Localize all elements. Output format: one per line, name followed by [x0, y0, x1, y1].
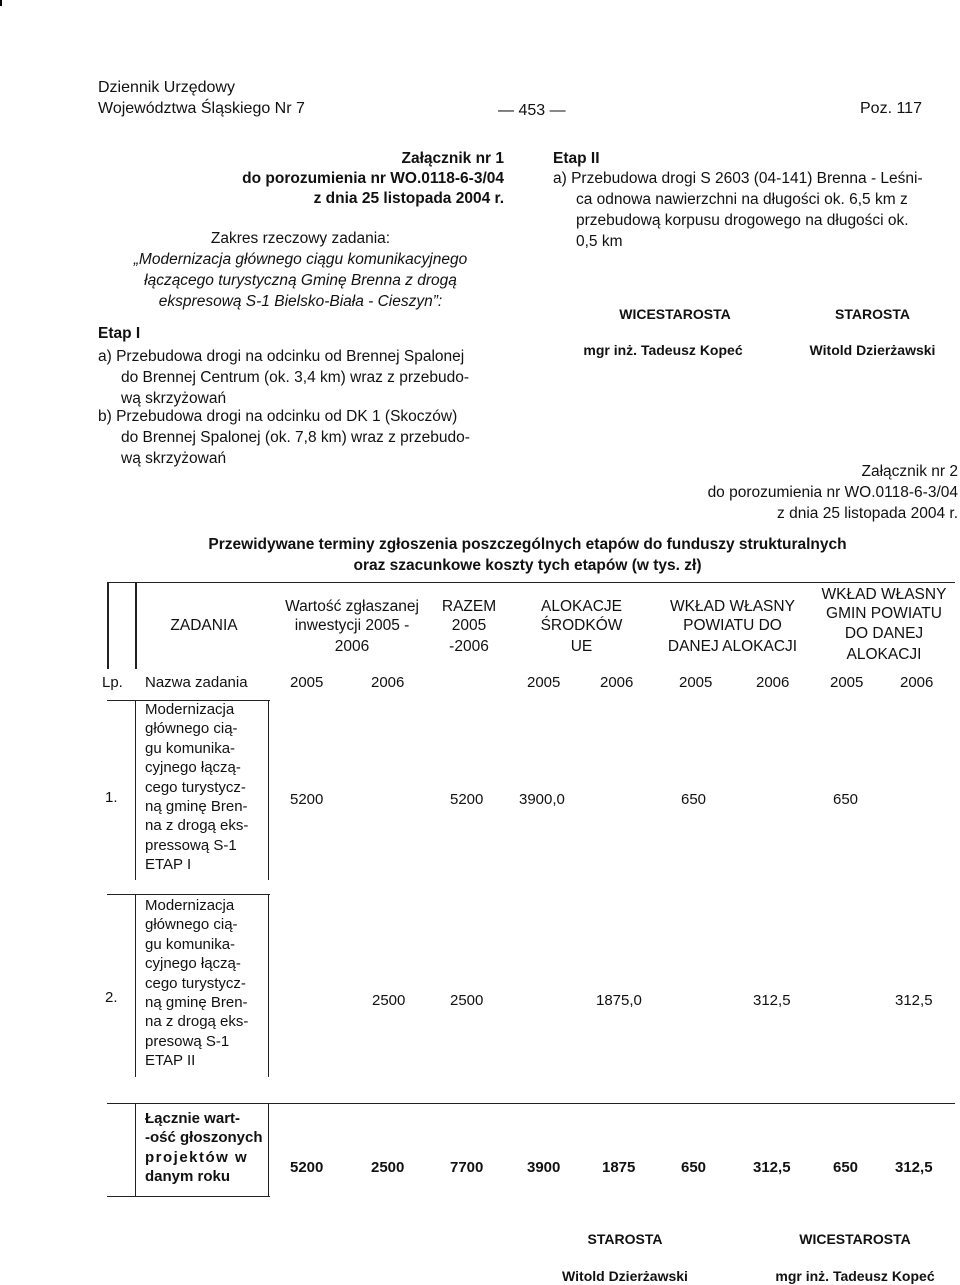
- group-wartosc-1: Wartość zgłaszanej: [285, 598, 419, 615]
- journal-title: Dziennik Urzędowy: [98, 79, 235, 96]
- row2-name-line: głównego cią-: [145, 916, 238, 934]
- annex2-date: z dnia 25 listopada 2004 r.: [777, 505, 958, 522]
- total-label-line: -ość głoszonych: [145, 1129, 263, 1147]
- total-label-line: danym roku: [145, 1168, 231, 1186]
- total-razem: 7700: [450, 1159, 484, 1176]
- grid-line-v-lp-row1: [135, 700, 136, 880]
- total-powiat-2006: 312,5: [753, 1159, 791, 1176]
- stage2-item-a-2: ca odnowa nawierzchni na długości ok. 6,5 km z: [576, 191, 908, 208]
- row1-name-line: Modernizacja: [145, 701, 235, 718]
- row2-name-line: na z drogą eks-: [145, 1013, 249, 1031]
- sub-lp: Lp.: [102, 674, 123, 691]
- sub-nazwa: Nazwa zadania: [145, 674, 248, 691]
- sig1-left-name: mgr inż. Tadeusz Kopeć: [583, 342, 743, 358]
- scope-line-2: łączącego turystyczną Gminę Brenna z drogą: [144, 272, 457, 289]
- group-wartosc-2: inwestycji 2005 -: [294, 617, 410, 634]
- grid-line-v-name-row2: [268, 894, 269, 1077]
- stage1-item-b-3: wą skrzyżowań: [121, 450, 227, 467]
- row2-name: [145, 896, 265, 1071]
- scope-line-1: „Modernizacja głównego ciągu komunikacyjnego: [133, 251, 468, 268]
- group-razem-1: RAZEM: [441, 598, 497, 615]
- row1-name-line: ną gminę Bren-: [145, 798, 248, 816]
- group-razem-2: 2005: [451, 617, 487, 634]
- row1-razem: 5200: [450, 791, 484, 808]
- annex1-title: Załącznik nr 1: [401, 150, 504, 167]
- row1-name-line: na z drogą eks-: [145, 817, 249, 835]
- grid-line-h-total: [107, 1103, 955, 1104]
- group-alokacje-1: ALOKACJE: [541, 598, 622, 615]
- row2-name-line: ETAP II: [145, 1052, 196, 1070]
- grid-line-v-left-top: [107, 583, 109, 669]
- journal-subtitle: Województwa Śląskiego Nr 7: [98, 100, 305, 117]
- sub-ue-2006: 2006: [600, 674, 634, 691]
- row2-lp: 2.: [105, 989, 118, 1006]
- sub-gmin-2006: 2006: [900, 674, 934, 691]
- total-label-line: Łącznie wart-: [145, 1110, 241, 1127]
- sig2-right-title: WICESTAROSTA: [799, 1231, 911, 1247]
- sub-powiat-2005: 2005: [679, 674, 713, 691]
- row2-name-line: gu komunika-: [145, 935, 236, 953]
- row2-wartosc-2006: 2500: [372, 992, 406, 1009]
- page-number: — 453 —: [498, 102, 566, 119]
- total-gmin-2005: 650: [833, 1159, 859, 1176]
- total-label-line: projektów w: [145, 1148, 249, 1166]
- sig2-left-title: STAROSTA: [587, 1231, 663, 1247]
- grid-line-h-bottom: [107, 1196, 270, 1197]
- row1-name: [145, 700, 265, 875]
- row1-lp: 1.: [105, 789, 118, 806]
- row2-gmin-2006: 312,5: [895, 992, 933, 1009]
- sub-powiat-2006: 2006: [756, 674, 790, 691]
- annex1-date: z dnia 25 listopada 2004 r.: [313, 190, 504, 207]
- annex2-agreement: do porozumienia nr WO.0118-6-3/04: [707, 484, 958, 501]
- group-wklad-powiat-2: POWIATU DO: [683, 617, 782, 634]
- stage1-item-a-1: a) Przebudowa drogi na odcinku od Brennej Spalonej: [98, 348, 465, 365]
- row2-powiat-2006: 312,5: [753, 992, 791, 1009]
- grid-line-v-lp-top: [135, 583, 137, 669]
- stage1-item-b-1: b) Przebudowa drogi na odcinku od DK 1 (Skoczów): [98, 408, 458, 425]
- scope-label: Zakres rzeczowy zadania:: [210, 230, 391, 247]
- table-heading-2: oraz szacunkowe koszty tych etapów (w tys. zł): [353, 557, 702, 574]
- grid-line-v-name-row1: [268, 700, 269, 880]
- stage1-item-a-3: wą skrzyżowań: [121, 390, 227, 407]
- group-wartosc-3: 2006: [334, 638, 370, 655]
- sig1-left-title: WICESTAROSTA: [619, 306, 731, 322]
- row2-name-line: ną gminę Bren-: [145, 994, 248, 1012]
- group-razem-3: -2006: [449, 638, 489, 655]
- row1-powiat-2005: 650: [681, 791, 707, 808]
- sub-wartosc-2005: 2005: [290, 674, 324, 691]
- stage1-item-a-2: do Brennej Centrum (ok. 3,4 km) wraz z przebudo-: [121, 369, 470, 386]
- sig2-left-name: Witold Dzierżawski: [562, 1268, 688, 1284]
- group-wklad-powiat-1: WKŁAD WŁASNY: [670, 598, 795, 615]
- group-alokacje-2: ŚRODKÓW: [540, 617, 623, 634]
- sig1-right-title: STAROSTA: [835, 306, 910, 322]
- group-wklad-gmin-4: ALOKACJI: [846, 646, 922, 663]
- row1-name-line: głównego cią-: [145, 720, 238, 738]
- stage2-item-a-4: 0,5 km: [576, 233, 623, 250]
- group-wklad-powiat-3: DANEJ ALOKACJI: [667, 638, 798, 655]
- group-alokacje-3: UE: [570, 638, 593, 655]
- row2-name-line: Modernizacja: [145, 897, 235, 914]
- sig1-right-name: Witold Dzierżawski: [809, 342, 936, 358]
- sub-gmin-2005: 2005: [830, 674, 864, 691]
- annex2-title: Załącznik nr 2: [861, 463, 958, 480]
- scan-mark: [0, 0, 2, 6]
- table-heading-1: Przewidywane terminy zgłoszenia poszczególnych etapów do funduszy strukturalnych: [208, 536, 847, 553]
- total-wartosc-2005: 5200: [290, 1159, 324, 1176]
- annex1-agreement: do porozumienia nr WO.0118-6-3/04: [242, 170, 504, 187]
- stage2-item-a-3: przebudową korpusu drogowego na długości ok.: [576, 212, 909, 229]
- total-ue-2005: 3900: [527, 1159, 561, 1176]
- scope-line-3: ekspresową S-1 Bielsko-Biała - Cieszyn”:: [158, 293, 443, 310]
- grid-line-h-row2: [107, 894, 270, 895]
- total-powiat-2005: 650: [681, 1159, 707, 1176]
- group-wklad-gmin-2: GMIN POWIATU: [826, 605, 942, 622]
- group-wklad-gmin-1: WKŁAD WŁASNY: [821, 586, 947, 603]
- group-zadania: ZADANIA: [170, 617, 238, 634]
- group-wklad-gmin-3: DO DANEJ: [844, 625, 924, 642]
- sub-ue-2005: 2005: [527, 674, 561, 691]
- sub-wartosc-2006: 2006: [371, 674, 405, 691]
- grid-line-v-name-total: [268, 1103, 269, 1196]
- row2-name-line: presową S-1: [145, 1032, 230, 1050]
- grid-line-h-top: [107, 582, 955, 583]
- total-label: [145, 1109, 265, 1187]
- stage2-item-a-1: a) Przebudowa drogi S 2603 (04-141) Brenna - Leśni-: [553, 170, 923, 187]
- row1-name-line: ETAP I: [145, 856, 192, 874]
- row1-name-line: gu komunika-: [145, 739, 236, 757]
- sig2-right-name: mgr inż. Tadeusz Kopeć: [775, 1268, 935, 1284]
- total-wartosc-2006: 2500: [371, 1159, 405, 1176]
- total-gmin-2006: 312,5: [895, 1159, 933, 1176]
- row1-name-line: pressową S-1: [145, 836, 237, 854]
- row2-name-line: cego turystycz-: [145, 974, 246, 992]
- row1-gmin-2005: 650: [833, 791, 859, 808]
- total-ue-2006: 1875: [602, 1159, 636, 1176]
- row1-name-line: cego turystycz-: [145, 778, 246, 796]
- row2-name-line: cyjnego łączą-: [145, 955, 241, 973]
- row2-razem: 2500: [450, 992, 484, 1009]
- stage1-item-b-2: do Brennej Spalonej (ok. 7,8 km) wraz z przebudo-: [121, 429, 470, 446]
- row2-ue-2006: 1875,0: [596, 992, 642, 1009]
- grid-line-v-lp-total: [135, 1103, 136, 1196]
- position-number: Poz. 117: [860, 100, 922, 117]
- stage1-title: Etap I: [98, 325, 141, 342]
- row1-name-line: cyjnego łączą-: [145, 759, 241, 777]
- stage2-title: Etap II: [553, 150, 600, 167]
- grid-line-v-lp-row2: [135, 894, 136, 1077]
- row1-ue-2005: 3900,0: [519, 791, 565, 808]
- row1-wartosc-2005: 5200: [290, 791, 324, 808]
